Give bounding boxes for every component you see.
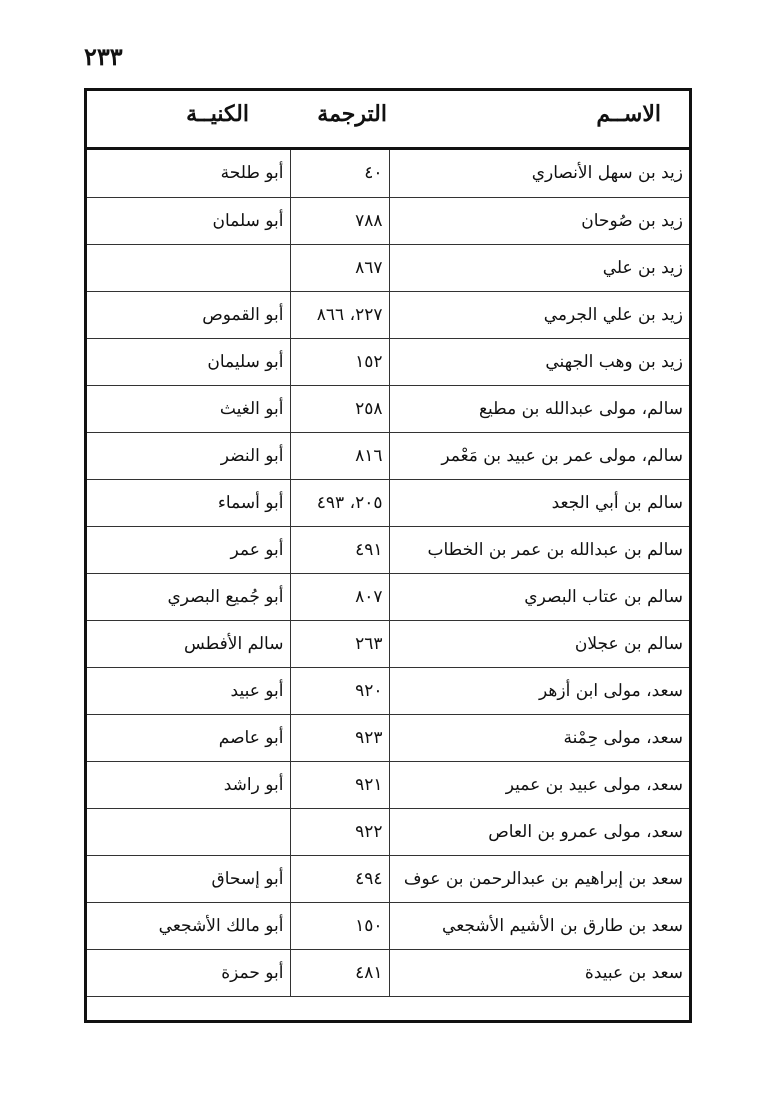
table-row <box>87 197 689 244</box>
translation-cell: ٨١٦ <box>290 432 389 479</box>
translation-cell: ٩٢١ <box>290 761 389 808</box>
table-row <box>87 573 689 620</box>
name-cell: سالم بن عتاب البصري <box>389 573 689 620</box>
header-translation: الترجمة <box>317 101 387 127</box>
translation-cell: ٢٥٨ <box>290 385 389 432</box>
kunya-cell: أبو راشد <box>87 761 290 808</box>
kunya-cell: أبو النضر <box>87 432 290 479</box>
translation-cell: ٩٢٢ <box>290 808 389 855</box>
table-header <box>87 91 689 150</box>
table-row <box>87 855 689 902</box>
name-cell: سعد، مولى عمرو بن العاص <box>389 808 689 855</box>
table-row <box>87 150 689 197</box>
kunya-cell: أبو طلحة <box>87 150 290 197</box>
header-kunya: الكنيــة <box>186 101 249 127</box>
table-body <box>87 150 689 996</box>
name-cell: سعد بن عبيدة <box>389 949 689 996</box>
kunya-cell: أبو عبيد <box>87 667 290 714</box>
name-cell: زيد بن سهل الأنصاري <box>389 150 689 197</box>
table-row <box>87 761 689 808</box>
table-row <box>87 338 689 385</box>
name-cell: سعد، مولى عبيد بن عمير <box>389 761 689 808</box>
table-row <box>87 949 689 996</box>
translation-cell: ٧٨٨ <box>290 197 389 244</box>
translation-cell: ٤٨١ <box>290 949 389 996</box>
kunya-cell <box>87 808 290 855</box>
translation-cell: ٢٠٥، ٤٩٣ <box>290 479 389 526</box>
name-cell: زيد بن وهب الجهني <box>389 338 689 385</box>
table-row <box>87 526 689 573</box>
name-cell: سعد، مولى حِمْنة <box>389 714 689 761</box>
kunya-cell: أبو القموص <box>87 291 290 338</box>
translation-cell: ١٥٠ <box>290 902 389 949</box>
name-cell: سعد بن إبراهيم بن عبدالرحمن بن عوف <box>389 855 689 902</box>
kunya-cell: أبو عاصم <box>87 714 290 761</box>
index-table-frame <box>84 88 692 1023</box>
kunya-cell: أبو حمزة <box>87 949 290 996</box>
table-row <box>87 432 689 479</box>
table-row <box>87 667 689 714</box>
name-cell: زيد بن صُوحان <box>389 197 689 244</box>
translation-cell: ١٥٢ <box>290 338 389 385</box>
translation-cell: ٩٢٠ <box>290 667 389 714</box>
translation-cell: ٩٢٣ <box>290 714 389 761</box>
header-name: الاســم <box>596 101 661 127</box>
kunya-cell: أبو سلمان <box>87 197 290 244</box>
table-row <box>87 902 689 949</box>
name-cell: سعد بن طارق بن الأشيم الأشجعي <box>389 902 689 949</box>
translation-cell: ٨٠٧ <box>290 573 389 620</box>
index-table <box>87 150 689 997</box>
name-cell: سالم، مولى عمر بن عبيد بن مَعْمر <box>389 432 689 479</box>
table-row <box>87 291 689 338</box>
name-cell: سالم بن عجلان <box>389 620 689 667</box>
translation-cell: ٤٩١ <box>290 526 389 573</box>
kunya-cell: أبو مالك الأشجعي <box>87 902 290 949</box>
kunya-cell: سالم الأفطس <box>87 620 290 667</box>
page-number: ٢٣٣ <box>84 42 123 71</box>
translation-cell: ٢٦٣ <box>290 620 389 667</box>
translation-cell: ٨٦٧ <box>290 244 389 291</box>
table-row <box>87 479 689 526</box>
table-row <box>87 620 689 667</box>
translation-cell: ٤٩٤ <box>290 855 389 902</box>
kunya-cell: أبو الغيث <box>87 385 290 432</box>
translation-cell: ٤٠ <box>290 150 389 197</box>
kunya-cell: أبو إسحاق <box>87 855 290 902</box>
kunya-cell: أبو عمر <box>87 526 290 573</box>
name-cell: سالم، مولى عبدالله بن مطيع <box>389 385 689 432</box>
name-cell: سعد، مولى ابن أزهر <box>389 667 689 714</box>
kunya-cell: أبو أسماء <box>87 479 290 526</box>
name-cell: زيد بن علي <box>389 244 689 291</box>
kunya-cell <box>87 244 290 291</box>
translation-cell: ٢٢٧، ٨٦٦ <box>290 291 389 338</box>
table-row <box>87 714 689 761</box>
kunya-cell: أبو سليمان <box>87 338 290 385</box>
kunya-cell: أبو جُميع البصري <box>87 573 290 620</box>
name-cell: سالم بن عبدالله بن عمر بن الخطاب <box>389 526 689 573</box>
table-row <box>87 808 689 855</box>
table-row <box>87 244 689 291</box>
table-row <box>87 385 689 432</box>
name-cell: زيد بن علي الجرمي <box>389 291 689 338</box>
name-cell: سالم بن أبي الجعد <box>389 479 689 526</box>
